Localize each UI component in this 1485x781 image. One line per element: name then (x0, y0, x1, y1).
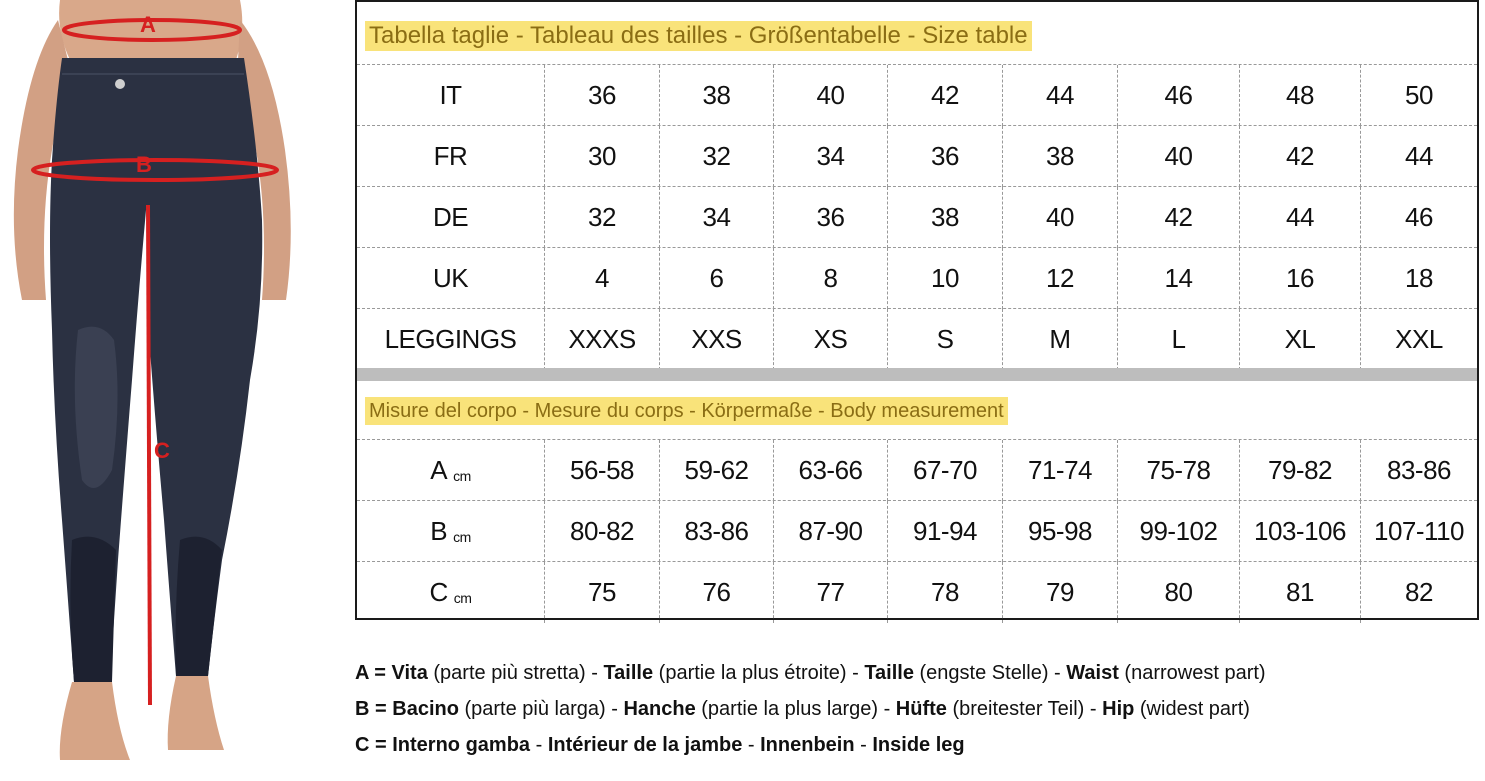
table-cell: 87-90 (773, 501, 887, 562)
table-cell: 4 (544, 248, 659, 309)
legend-prefix: B = (355, 698, 393, 720)
legend-description: - (530, 734, 548, 756)
table-cell: XXXS (544, 309, 659, 370)
legend-description: - (742, 734, 761, 756)
legend-description: (widest part) (1134, 698, 1250, 720)
legend-term: Innenbein (760, 734, 855, 756)
size-table-header (357, 2, 1477, 64)
row-label (357, 501, 544, 562)
table-cell: 76 (659, 562, 773, 623)
table-cell: 83-86 (1360, 440, 1477, 501)
breeches-illustration (0, 0, 345, 776)
table-cell: 16 (1239, 248, 1360, 309)
table-cell: 34 (659, 187, 773, 248)
table-cell: 81 (1239, 562, 1360, 623)
row-label (357, 126, 544, 187)
row-label-text: UK (432, 263, 469, 293)
table-cell: 107-110 (1360, 501, 1477, 562)
legend-term: Waist (1066, 662, 1119, 684)
row-label (357, 309, 544, 370)
table-cell: 36 (887, 126, 1002, 187)
legend-term: Bacino (392, 698, 459, 720)
legend-term: Interno gamba (392, 734, 531, 756)
unit-label: cm (453, 467, 471, 484)
table-cell: 80 (1117, 562, 1239, 623)
table-cell: 44 (1360, 126, 1477, 187)
legend-prefix: C = (355, 734, 393, 756)
measurement-title: Misure del corpo - Mesure du corps - Körpermaße - Body measurement (365, 397, 1008, 425)
table-cell: 36 (773, 187, 887, 248)
table-cell: 46 (1117, 65, 1239, 126)
table-cell: 82 (1360, 562, 1477, 623)
table-cell: 48 (1239, 65, 1360, 126)
table-cell: 30 (544, 126, 659, 187)
table-cell: 42 (887, 65, 1002, 126)
row-label-text: LEGGINGS (384, 324, 517, 354)
measurement-header (357, 381, 1477, 439)
table-row (357, 125, 1477, 187)
table-cell: 34 (773, 126, 887, 187)
row-label (357, 562, 544, 623)
table-cell: 77 (773, 562, 887, 623)
table-cell: 79 (1002, 562, 1117, 623)
table-cell: 71-74 (1002, 440, 1117, 501)
table-cell: 83-86 (659, 501, 773, 562)
label-b: B (136, 152, 152, 177)
table-cell: XL (1239, 309, 1360, 370)
table-cell: 95-98 (1002, 501, 1117, 562)
table-cell: S (887, 309, 1002, 370)
model-figure (0, 0, 345, 776)
legend-term: Taille (864, 662, 914, 684)
legend-description: (engste Stelle) - (913, 662, 1067, 684)
legend-term: Taille (603, 662, 654, 684)
label-a: A (140, 12, 156, 37)
unit-label: cm (453, 528, 471, 545)
table-cell: 40 (1002, 187, 1117, 248)
legend-term: Hip (1102, 698, 1135, 720)
table-cell: 80-82 (544, 501, 659, 562)
table-cell: 103-106 (1239, 501, 1360, 562)
row-label (357, 440, 544, 501)
legend-description: - (854, 734, 873, 756)
table-cell: 32 (544, 187, 659, 248)
legend-term: Inside leg (872, 734, 965, 756)
legend-line (355, 691, 1480, 727)
table-cell: 38 (659, 65, 773, 126)
row-label-text: B (430, 516, 448, 546)
row-label (357, 65, 544, 126)
row-label (357, 187, 544, 248)
section-divider (357, 368, 1477, 381)
table-cell: 40 (773, 65, 887, 126)
table-cell: 18 (1360, 248, 1477, 309)
table-cell: 59-62 (659, 440, 773, 501)
table-cell: 38 (887, 187, 1002, 248)
table-cell: 6 (659, 248, 773, 309)
table-cell: 40 (1117, 126, 1239, 187)
table-cell: 79-82 (1239, 440, 1360, 501)
table-cell: 42 (1117, 187, 1239, 248)
table-cell: 44 (1002, 65, 1117, 126)
table-row (357, 439, 1477, 501)
table-cell: M (1002, 309, 1117, 370)
legend-description: (parte più stretta) - (427, 662, 604, 684)
table-cell: 36 (544, 65, 659, 126)
legend-term: Vita (391, 662, 428, 684)
table-row (357, 186, 1477, 248)
table-cell: 46 (1360, 187, 1477, 248)
legend-description: (partie la plus large) - (695, 698, 896, 720)
table-cell: 56-58 (544, 440, 659, 501)
legend-description: (narrowest part) (1118, 662, 1266, 684)
table-row (357, 247, 1477, 309)
table-cell: 10 (887, 248, 1002, 309)
table-cell: 42 (1239, 126, 1360, 187)
table-cell: 67-70 (887, 440, 1002, 501)
legend-term: Intérieur de la jambe (547, 734, 743, 756)
size-table (355, 0, 1479, 620)
table-cell: 78 (887, 562, 1002, 623)
row-label-text: IT (439, 80, 462, 110)
table-cell: 50 (1360, 65, 1477, 126)
legend-prefix: A = (355, 662, 392, 684)
row-label-text: DE (432, 202, 469, 232)
table-cell: 12 (1002, 248, 1117, 309)
row-label (357, 248, 544, 309)
legend-description: (partie la plus étroite) - (653, 662, 865, 684)
table-cell: XS (773, 309, 887, 370)
table-cell: XXS (659, 309, 773, 370)
table-row (357, 561, 1477, 623)
table-cell: 75 (544, 562, 659, 623)
table-row (357, 64, 1477, 126)
table-cell: XXL (1360, 309, 1477, 370)
unit-label: cm (453, 589, 472, 606)
legend-line (355, 655, 1480, 691)
table-cell: 14 (1117, 248, 1239, 309)
table-row (357, 308, 1477, 370)
size-table-title: Tabella taglie - Tableau des tailles - Größentabelle - Size table (365, 21, 1032, 51)
legend (355, 655, 1480, 763)
legend-description: (breitester Teil) - (946, 698, 1103, 720)
row-label-text: C (429, 577, 448, 607)
table-cell: 75-78 (1117, 440, 1239, 501)
legend-line (355, 727, 1480, 763)
table-row (357, 500, 1477, 562)
row-label-text: A (430, 455, 448, 485)
table-cell: L (1117, 309, 1239, 370)
table-cell: 8 (773, 248, 887, 309)
table-cell: 99-102 (1117, 501, 1239, 562)
legend-term: Hüfte (895, 698, 947, 720)
table-cell: 91-94 (887, 501, 1002, 562)
table-cell: 63-66 (773, 440, 887, 501)
label-c: C (154, 438, 170, 463)
table-cell: 38 (1002, 126, 1117, 187)
table-cell: 32 (659, 126, 773, 187)
legend-term: Hanche (623, 698, 696, 720)
legend-description: (parte più larga) - (458, 698, 624, 720)
row-label-text: FR (433, 141, 468, 171)
table-cell: 44 (1239, 187, 1360, 248)
